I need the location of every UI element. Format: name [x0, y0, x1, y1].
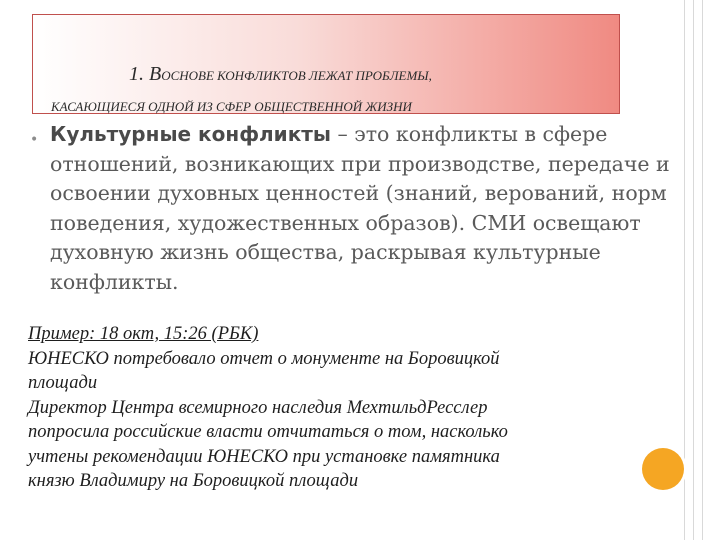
- decorative-border-line: [684, 0, 685, 540]
- example-line: князю Владимиру на Боровицкой площади: [28, 471, 359, 491]
- slide-title-line2: КАСАЮЩИЕСЯ ОДНОЙ ИЗ СФЕР ОБЩЕСТВЕННОЙ ЖИЗНИ: [51, 99, 412, 114]
- example-line: учтены рекомендации ЮНЕСКО при установке памятника: [28, 446, 500, 467]
- bullet-icon: •: [30, 132, 39, 148]
- example-line: ЮНЕСКО потребовало отчет о монументе на Боровицкой: [28, 348, 500, 369]
- example-line: площади: [28, 373, 98, 393]
- decorative-border-line: [702, 0, 703, 540]
- slide-title-box: [32, 14, 620, 114]
- example-line: Директор Центра всемирного наследия МехтильдРесслер: [28, 397, 488, 418]
- slide-title-line1: [129, 63, 432, 86]
- example-line: попросила российские власти отчитаться о том, насколько: [28, 422, 508, 442]
- definition-text: – это конфликты в сфере отношений, возникающих при производстве, передаче и освоении духовных ценностей (знаний, верований, норм поведения, художественных образов). СМИ освещают духовную жизнь общества, раскрывая культурные конфликты.: [50, 122, 670, 294]
- example-block: [28, 322, 668, 494]
- definition-term: Культурные конфликты: [50, 122, 331, 146]
- title-cap-letter: В: [149, 63, 162, 85]
- definition-paragraph: [50, 120, 682, 297]
- decorative-circle: [642, 448, 684, 490]
- title-number: 1.: [129, 63, 144, 85]
- title-rest: ОСНОВЕ КОНФЛИКТОВ ЛЕЖАТ ПРОБЛЕМЫ,: [161, 68, 432, 83]
- decorative-border-line: [693, 0, 694, 540]
- example-heading: Пример: 18 окт, 15:26 (РБК): [28, 324, 259, 344]
